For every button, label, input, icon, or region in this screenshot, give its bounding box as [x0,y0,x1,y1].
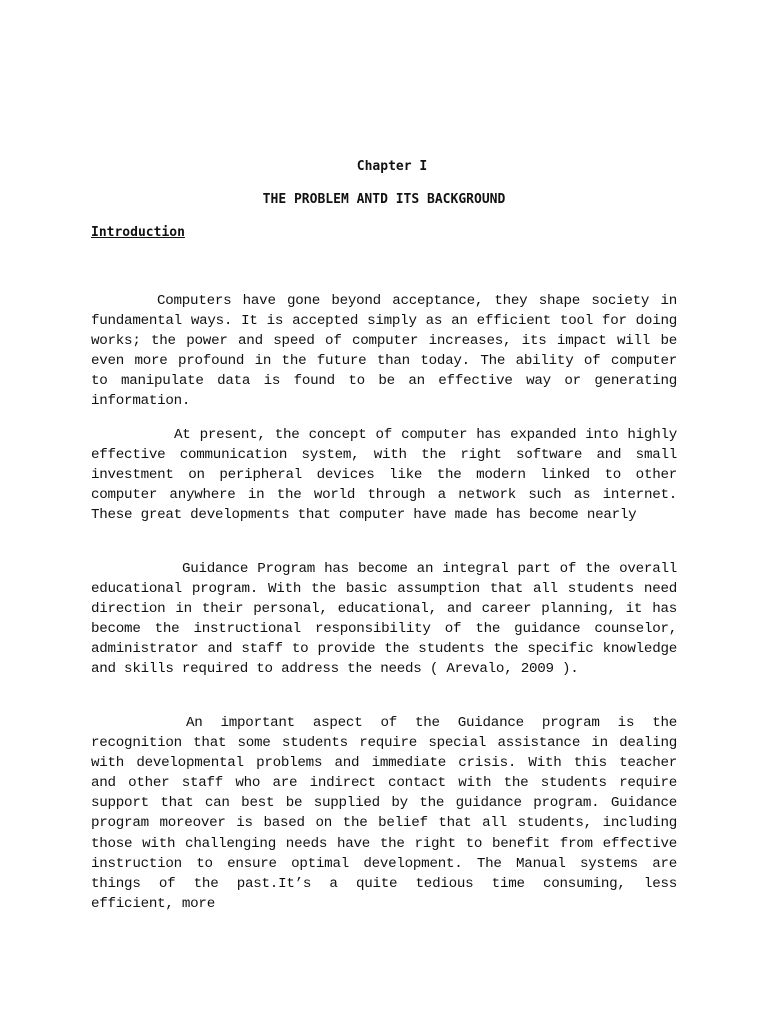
chapter-title: THE PROBLEM ANTD ITS BACKGROUND [262,192,506,207]
paragraph-4: An important aspect of the Guidance program is the recognition that some students require special assistance in dealing with developmental problems and immediate crisis. With this teacher and other staff who are indirect contact with the students require support that can best be supplied by the guidance program. Guidance program moreover is based on the belief that all students, including those with challenging needs have the right to benefit from effective instruction to ensure optimal development. The Manual systems are things of the past.It’s a quite tedious time consuming, less efficient, more [91,715,677,912]
chapter-heading: Chapter I [356,159,428,174]
section-heading-introduction: Introduction [91,225,185,240]
paragraph-1: Computers have gone beyond acceptance, they shape society in fundamental ways. It is accepted simply as an efficient tool for doing works; the power and speed of computer increases, its impact will be even more profound in the future than today. The ability of computer to manipulate data is found to be an effective way or generating information. [91,293,677,410]
paragraph-2: At present, the concept of computer has expanded into highly effective communication system, with the right software and small investment on peripheral devices like the modern linked to other computer anywhere in the world through a network such as internet. These great developments that computer have made has become nearly [91,427,677,524]
paragraph-3: Guidance Program has become an integral part of the overall educational program. With the basic assumption that all students need direction in their personal, educational, and career planning, it has become the instructional responsibility of the guidance counselor, administrator and staff to provide the students the specific knowledge and skills required to address the needs ( Arevalo, 2009 ). [91,561,677,678]
